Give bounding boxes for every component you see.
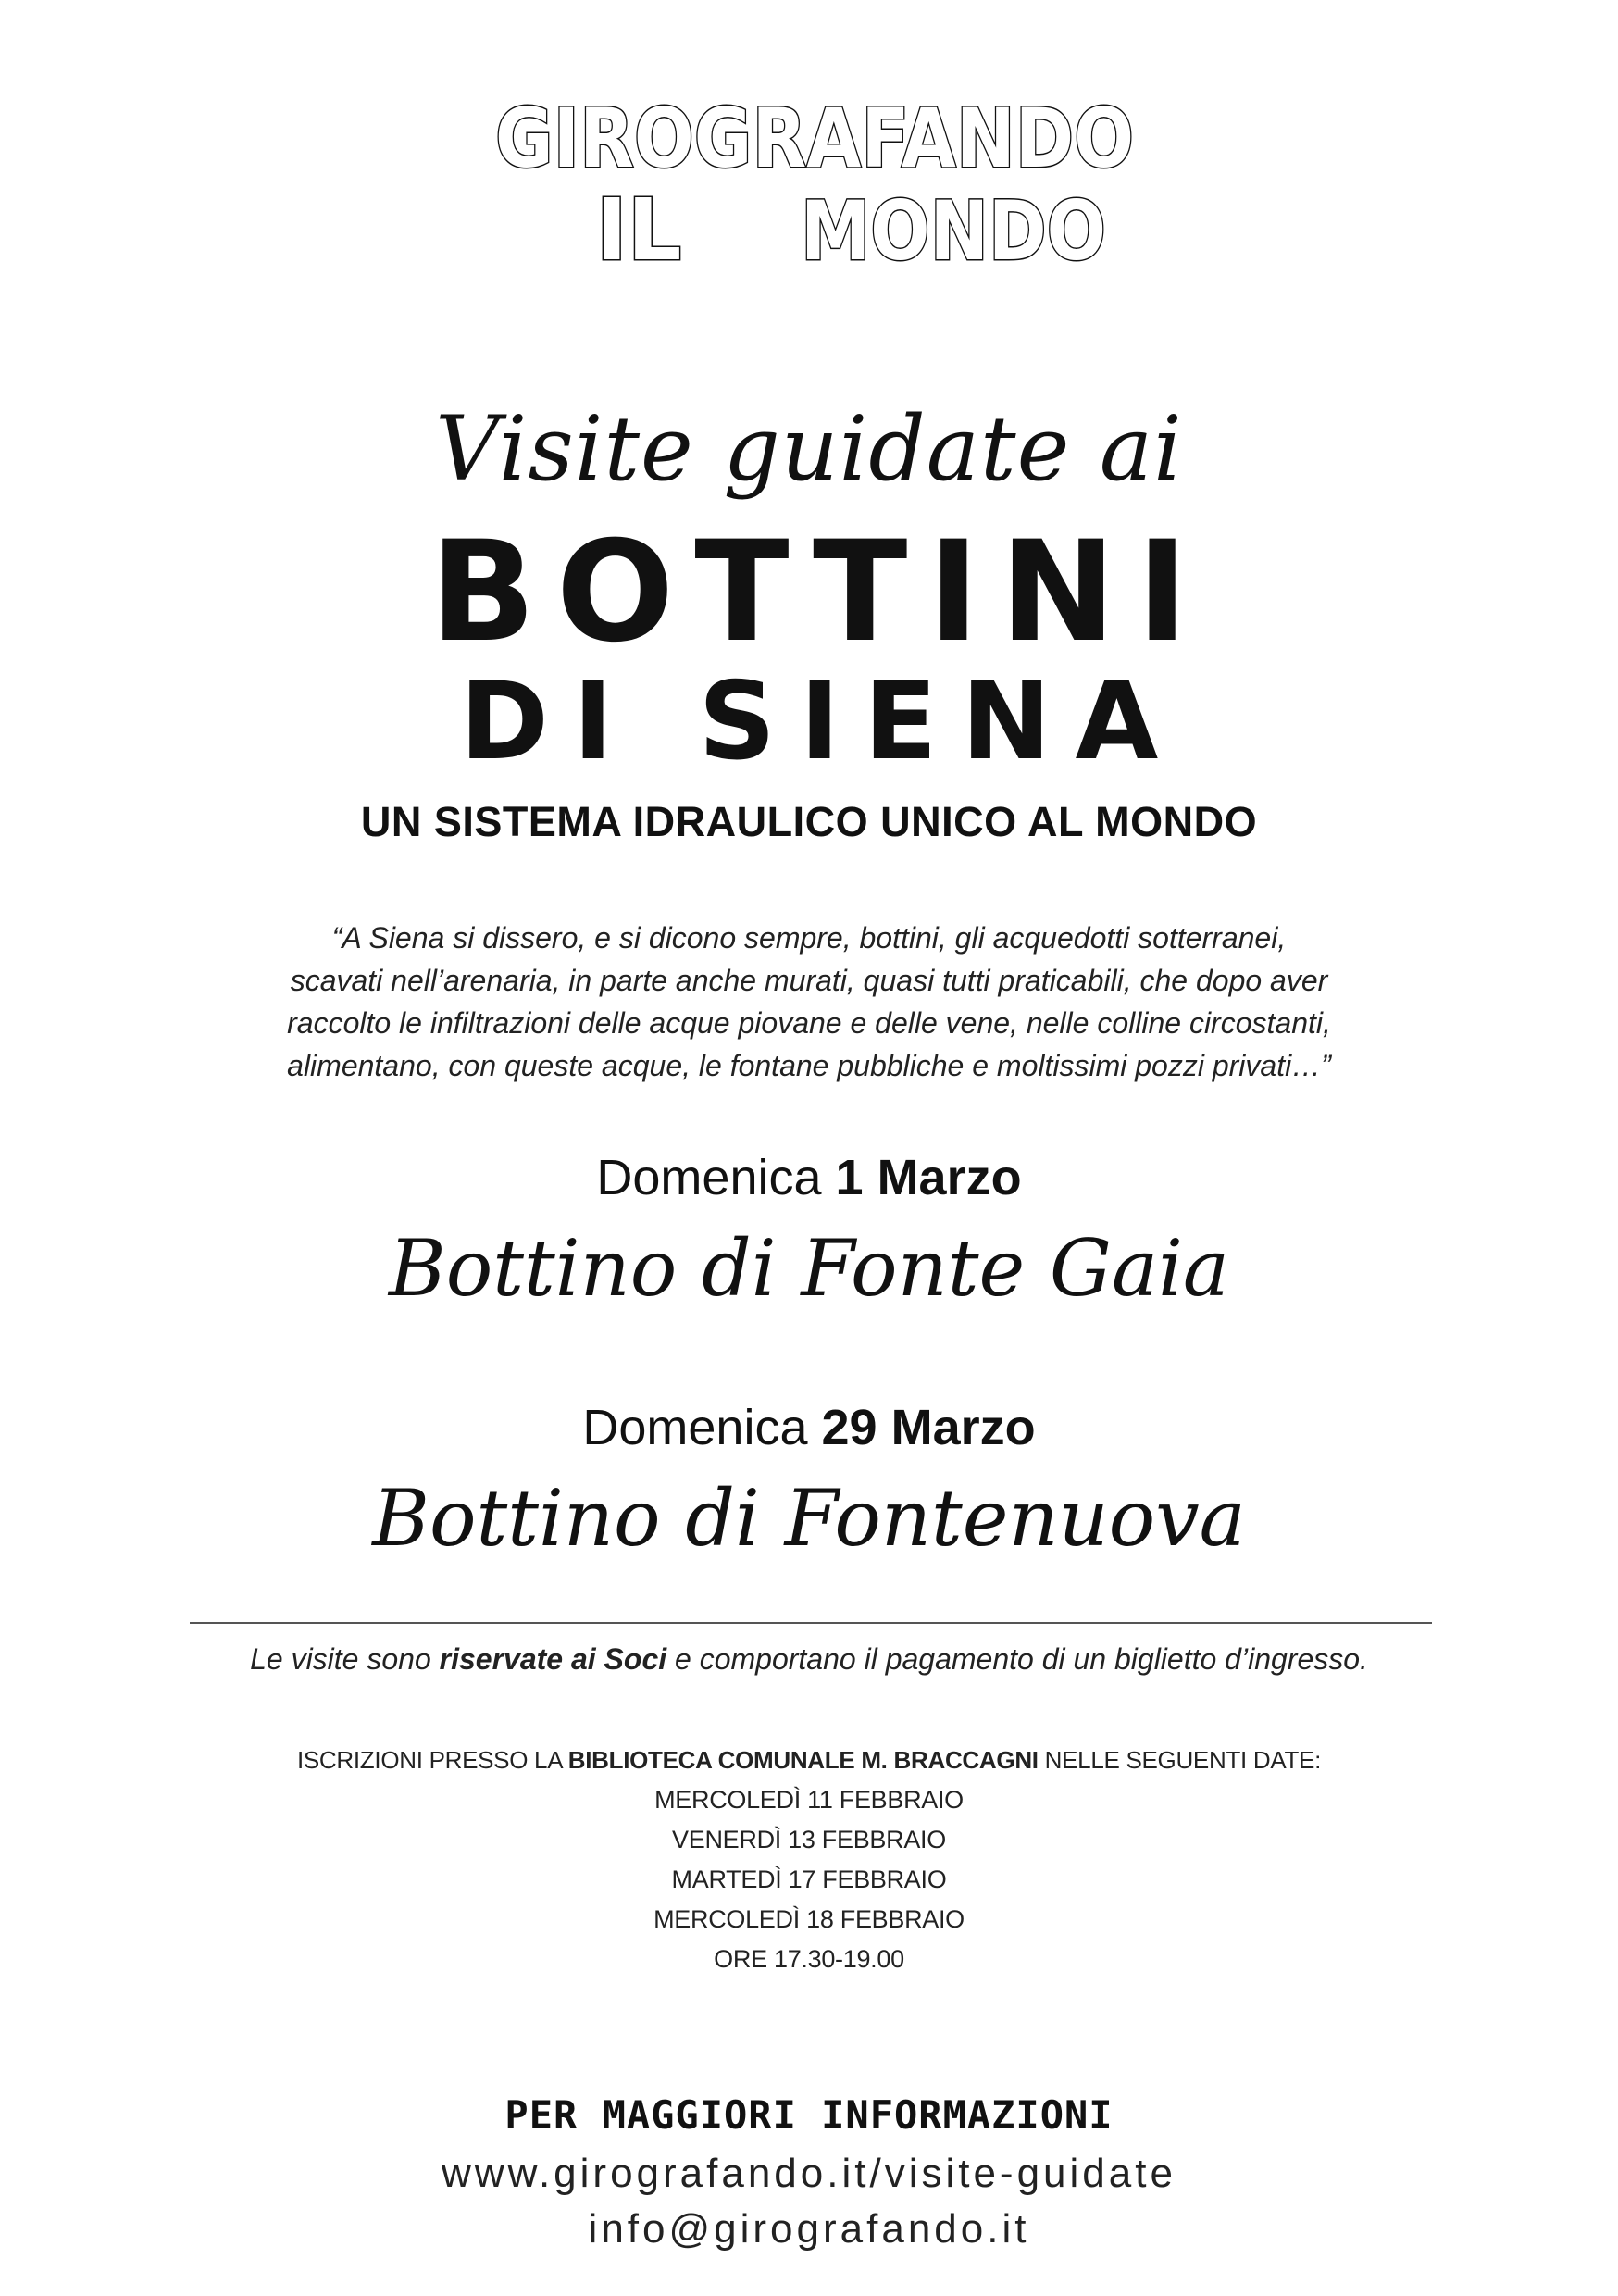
quote-line: alimentano, con queste acque, le fontane pubbliche e moltissimi pozzi privati…” (287, 1049, 1331, 1082)
registration-heading (0, 1741, 1618, 1780)
registration-heading-after: NELLE SEGUENTI DATE: (1038, 1746, 1322, 1774)
members-note (0, 1639, 1618, 1679)
event-1-day: Domenica (596, 1150, 822, 1205)
quote-block (0, 917, 1618, 1087)
logo-line-2-right: MONDO (801, 183, 1106, 279)
registration-date: MERCOLEDÌ 11 FEBBRAIO (654, 1786, 964, 1814)
divider (190, 1622, 1432, 1624)
note-text-bold: riservate ai Soci (439, 1642, 667, 1676)
event-2-day: Domenica (582, 1400, 808, 1455)
event-1-name: Bottino di Fonte Gaia (388, 1223, 1230, 1314)
registration-heading-before: ISCRIZIONI PRESSO LA (296, 1746, 568, 1774)
logo-line-1: GIROGRAFANDO (495, 91, 1134, 186)
registration-library: BIBLIOTECA COMUNALE M. BRACCAGNI (567, 1746, 1039, 1774)
logo-wordmark (481, 93, 1148, 278)
registration-hours: ORE 17.30-19.00 (714, 1945, 904, 1973)
headline-script: Visite guidate ai (435, 397, 1183, 501)
logo-line-2-left: IL (595, 181, 682, 280)
event-2-date (0, 1398, 1618, 1457)
registration-date: MARTEDÌ 17 FEBBRAIO (671, 1866, 947, 1893)
info-email-link[interactable]: info@girografando.it (588, 2206, 1030, 2252)
quote-line: raccolto le infiltrazioni delle acque piovane e delle vene, nelle colline circostanti, (287, 1006, 1331, 1040)
event-1-date-value: 1 Marzo (835, 1150, 1022, 1205)
headline-subtitle: DI SIENA (459, 659, 1183, 784)
note-text-after: e comportano il pagamento di un biglietto d’ingresso. (666, 1642, 1368, 1676)
info-title: PER MAGGIORI INFORMAZIONI (504, 2092, 1114, 2138)
girografando-logo (481, 93, 1148, 278)
headline-title: BOTTINI (429, 512, 1209, 673)
event-2-name: Bottino di Fontenuova (372, 1473, 1246, 1564)
note-text-before: Le visite sono (250, 1642, 440, 1676)
info-url-link[interactable]: www.girografando.it/visite-guidate (442, 2151, 1176, 2196)
quote-line: “A Siena si dissero, e si dicono sempre, bottini, gli acquedotti sotterranei, (331, 921, 1287, 955)
event-1-date (0, 1148, 1618, 1207)
registration-date: MERCOLEDÌ 18 FEBBRAIO (653, 1905, 965, 1933)
headline-tagline: UN SISTEMA IDRAULICO UNICO AL MONDO (360, 798, 1258, 845)
quote-line: scavati nell’arenaria, in parte anche murati, quasi tutti praticabili, che dopo aver (290, 964, 1328, 997)
registration-block (0, 1741, 1618, 1979)
event-2-date-value: 29 Marzo (821, 1400, 1036, 1455)
registration-date: VENERDÌ 13 FEBBRAIO (672, 1826, 946, 1853)
